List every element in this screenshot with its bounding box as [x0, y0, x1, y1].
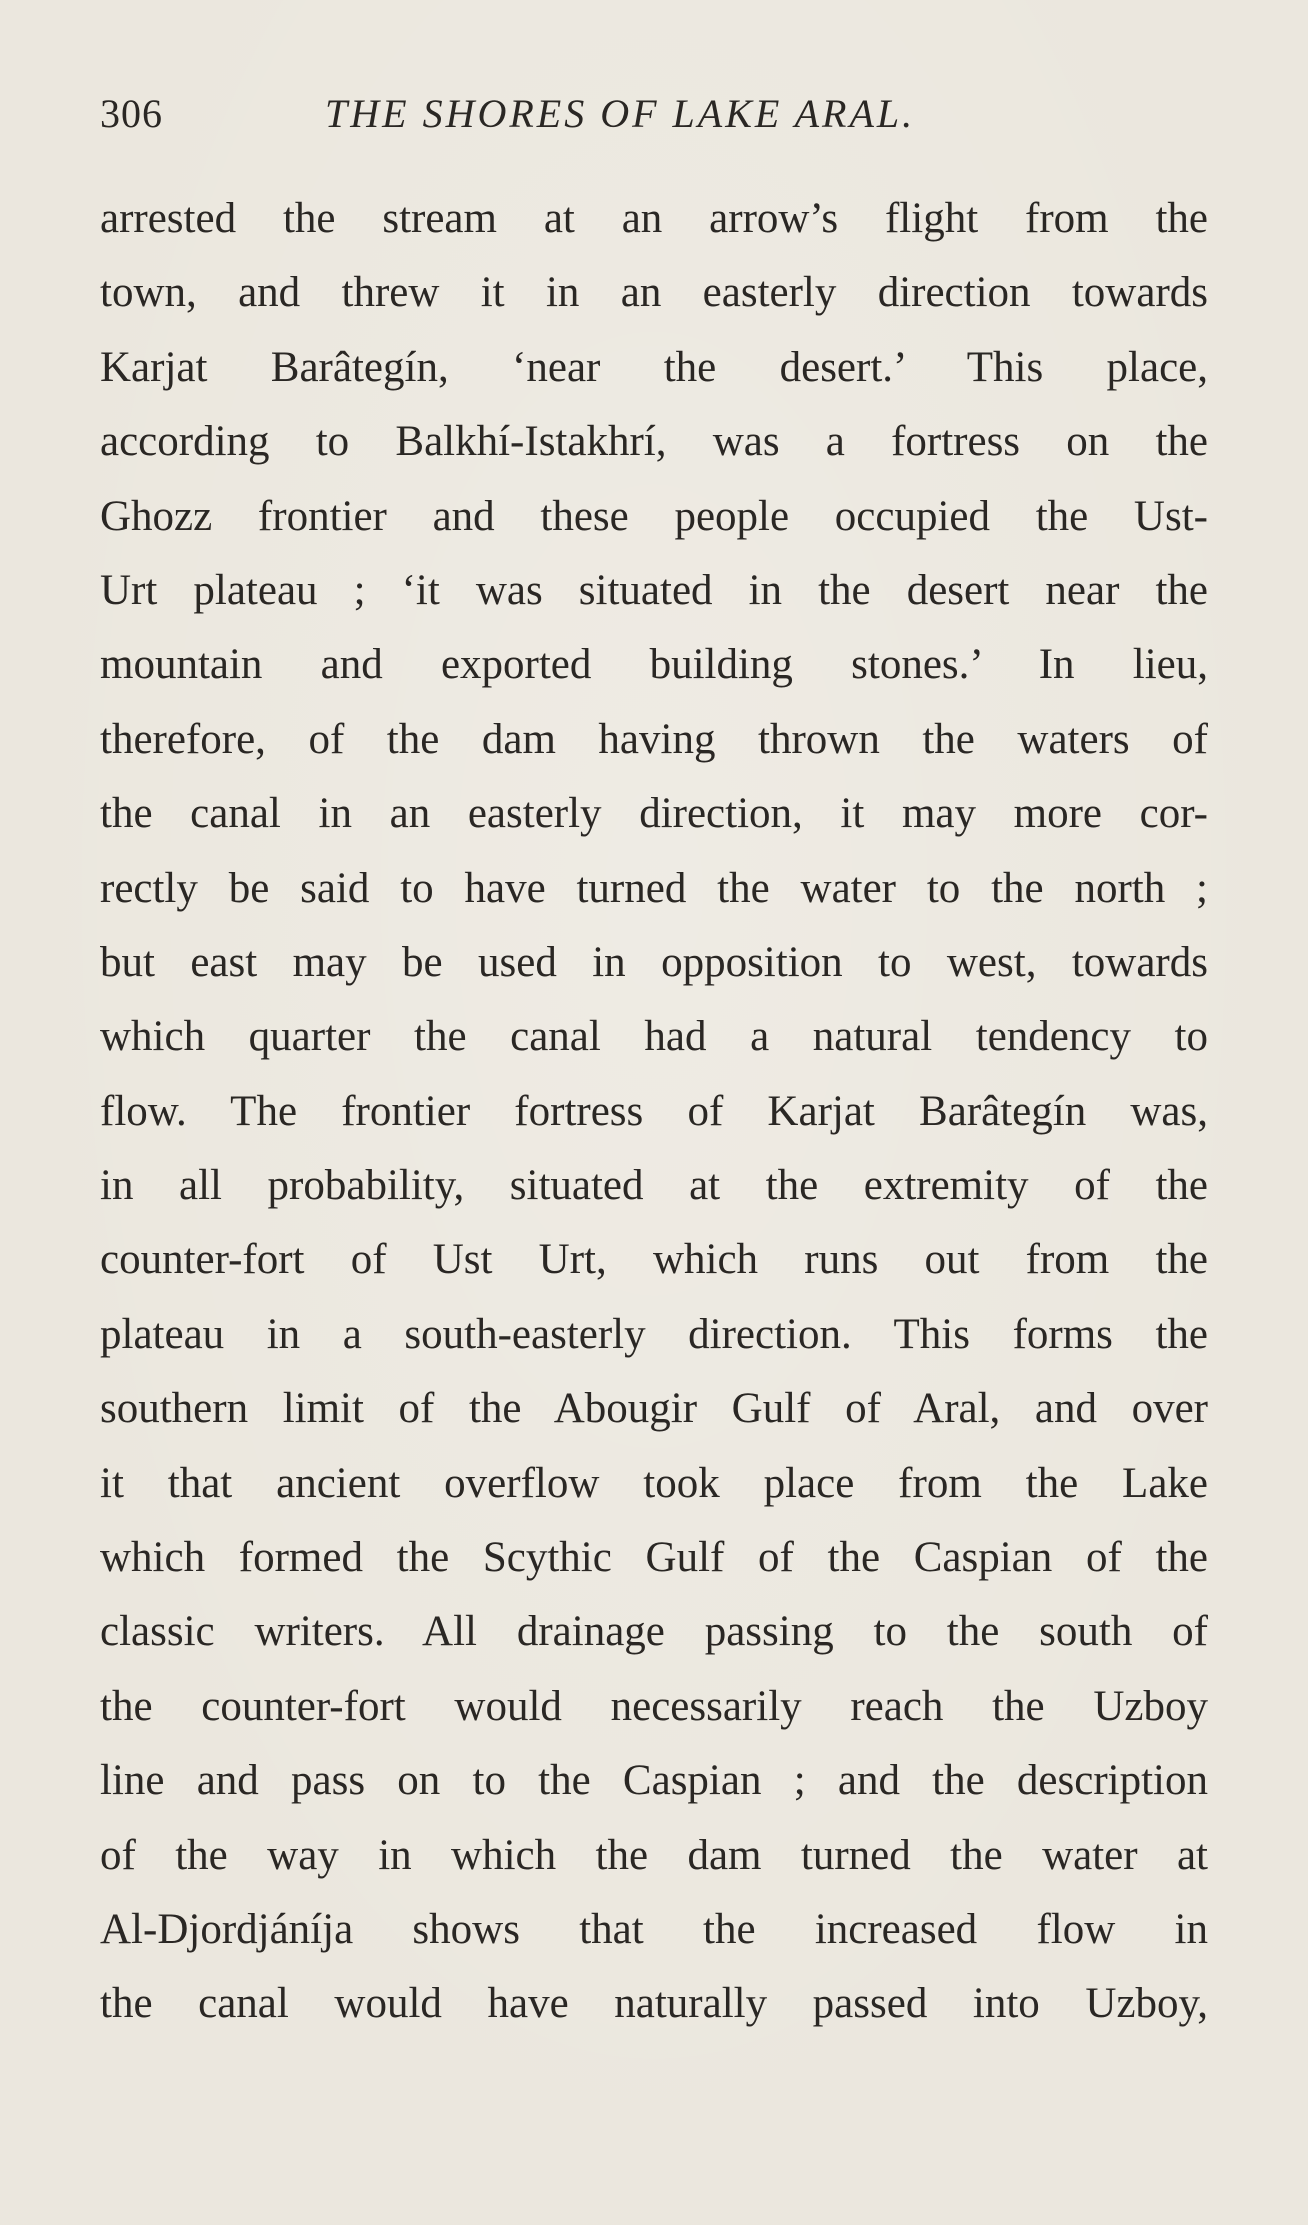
- text-line: plateau in a south-easterly direction. This forms the: [100, 1310, 1208, 1358]
- text-line: the canal would have naturally passed into Uzboy,: [100, 1980, 1208, 2028]
- text-line: town, and threw it in an easterly direction towards: [100, 269, 1208, 317]
- page-number: 306: [100, 91, 163, 136]
- text-line: but east may be used in opposition to west, towards: [100, 938, 1208, 986]
- text-line: counter-fort of Ust Urt, which runs out from the: [100, 1236, 1208, 1284]
- text-line: in all probability, situated at the extremity of the: [100, 1162, 1208, 1210]
- text-line: rectly be said to have turned the water to the north ;: [100, 864, 1208, 912]
- text-line: which formed the Scythic Gulf of the Caspian of the: [100, 1534, 1208, 1582]
- body-text: [100, 182, 1208, 2042]
- text-line: of the way in which the dam turned the water at: [100, 1831, 1208, 1879]
- text-line: arrested the stream at an arrow’s flight from the: [100, 195, 1208, 242]
- running-title: THE SHORES OF LAKE ARAL.: [325, 91, 916, 136]
- text-line: therefore, of the dam having thrown the waters of: [100, 715, 1208, 763]
- text-line: southern limit of the Abougir Gulf of Aral, and over: [100, 1385, 1208, 1433]
- text-line: Al-Djordjáníja shows that the increased flow in: [100, 1905, 1208, 1953]
- text-line: mountain and exported building stones.’ In lieu,: [100, 641, 1208, 689]
- text-line: line and pass on to the Caspian ; and the description: [100, 1757, 1208, 1805]
- text-line: Urt plateau ; ‘it was situated in the desert near the: [100, 566, 1208, 614]
- text-line: flow. The frontier fortress of Karjat Barâtegín was,: [100, 1087, 1208, 1135]
- text-line: it that ancient overflow took place from the Lake: [100, 1459, 1208, 1507]
- text-line: the counter-fort would necessarily reach the Uzboy: [100, 1682, 1208, 1730]
- text-line: according to Balkhí-Istakhrí, was a fortress on the: [100, 418, 1208, 466]
- text-line: the canal in an easterly direction, it may more cor-: [100, 790, 1208, 838]
- text-line: classic writers. All drainage passing to the south of: [100, 1608, 1208, 1656]
- running-head: [100, 84, 1208, 144]
- text-line: Karjat Barâtegín, ‘near the desert.’ This place,: [100, 343, 1208, 391]
- text-line: which quarter the canal had a natural tendency to: [100, 1013, 1208, 1061]
- text-line: Ghozz frontier and these people occupied the Ust-: [100, 492, 1208, 540]
